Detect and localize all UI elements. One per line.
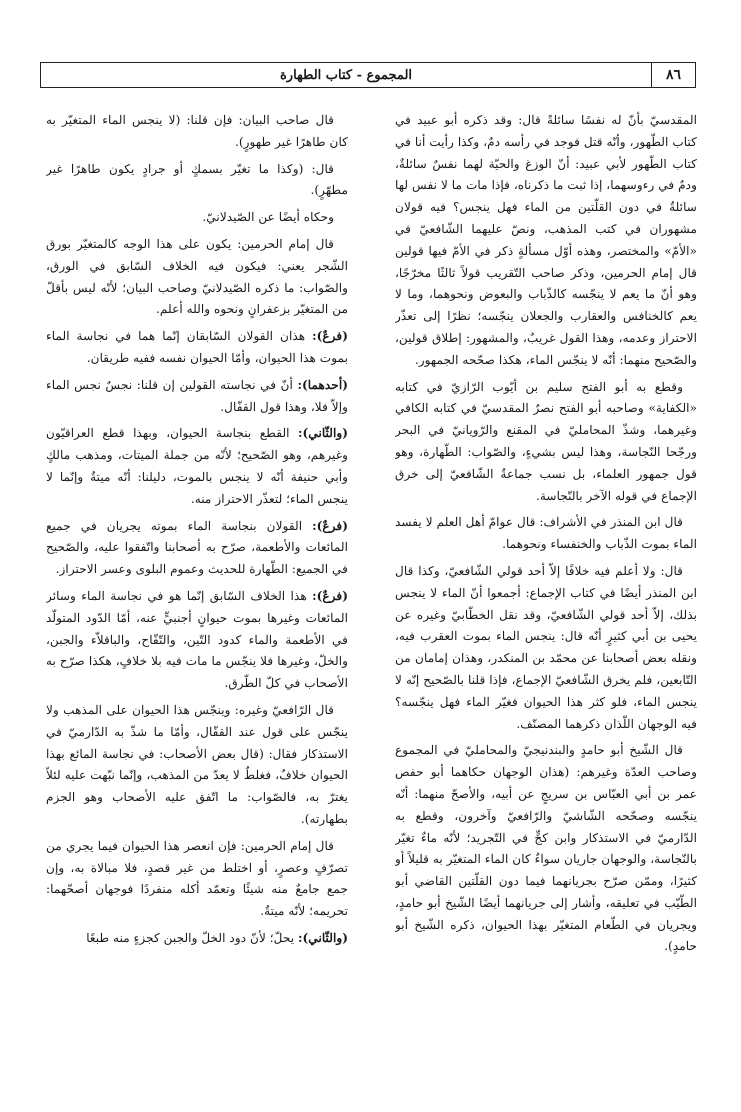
paragraph-text: هذا الخلاف السّابق إنّما هو في نجاسة الماء وسائر المائعات وغيرها بموت حيوانٍ أجنبيٍّ عنه، أمّا الدّود المتولّد في الأطعمة والماء كدود التّين، والتّفّاح، والباقلاّء والجبن، والخلّ، وغيرها فلا ينجّس ما مات فيه بلا خلافٍ، هكذا صرّح به الأصحاب في كلّ الطّرق. (46, 588, 348, 691)
paragraph: المقدسيّ بأنّ له نفسًا سائلةً قال: وقد ذكره أبو عبيد في كتاب الطّهور، وأنّه قتل فوجد في رأسه دمٌ، وكذا رأيت أنا في كتاب الطّهور لأبي عبيد: أنّ الوزغ والحيّة لهما نفسٌ سائلةٌ، ودمٌ في رءوسهما، إذا ثبت ما ذكرناه، فإذا مات ما لا نفس لها سائلةٌ في دون القلّتين من الماء فهل ينجس؟ فيه قولان مشهوران في كتب المذهب، ونصّ عليهما الشّافعيّ في «الأمّ» والمختصر، وهذه أوّل مسألةٍ ذكر في الأمّ فيها قولين قال إمام الحرمين، وذكر صاحب التّقريب قولاً ثالثًا مخرّجًا، وهو أنّ ما يعم لا ينجّسه كالذّباب والبعوض ونحوهما، وما لا يعم كالخنافس والعقارب والجعلان ينجّسه؛ نظرًا إلى تعذّر الاحتراز وعدمه، وهذا القول غريبٌ، والمشهور: إطلاق قولين، والصّحيح منهما: أنّه لا ينجّس الماء، هكذا صحّحه الجمهور. (395, 113, 697, 367)
paragraph-text: القطع بنجاسة الحيوان، وبهذا قطع العراقيّون وغيرهم، وهو الصّحيح؛ لأنّه من جملة الميتات، ومذهب مالكٍ وأبي حنيفة أنّه لا ينجس بالموت، دليلنا: أنّه ميتةٌ وإنّما لا ينجس الماء؛ لتعذّر الاحتراز منه. (46, 426, 348, 506)
section-heading: (والثّاني): (298, 426, 348, 441)
left-column (46, 110, 348, 1105)
paragraph: قال الشّيخ أبو حامدٍ والبندنيجيّ والمحامليّ في المجموع وصاحب العدّة وغيرهم: (هذان الوجهان حكاهما أبو حفص عمر بن أبي العبّاس بن سريجٍ عن أبيه، والأصحّ منهما: أنّه ينجّسه وصحّحه الشّاشيّ والرّافعيّ وآخرون، وقطع به الدّارميّ في الاستذكار وابن كجٍّ في التّجريد؛ لأنّه ماءٌ تغيّر بالنّجاسة، والوجهان جاريان سواءٌ كان الماء المتغيّر به قليلاً أو كثيرًا، وممّن صرّح بجريانهما فيما دون القلّتين القاضي أبو الطّيّب في تعليقه، وأشار إلى جريانهما أيضًا الشّيخ أبو حامدٍ، ويجريان في الطّعام المتغيّر بهذا الحيوان، ذكره الشّيخ أبو حامدٍ). (395, 743, 697, 954)
paragraph: قال: ولا أعلم فيه خلافًا إلاّ أحد قولي الشّافعيّ، وكذا قال ابن المنذر أيضًا في كتاب الإجماع: أجمعوا أنّ الماء لا ينجس بذلك، إلاّ أحد قولي الشّافعيّ، وقد نقل الخطّابيّ وغيره عن يحيى بن أبي كثيرٍ أنّه قال: ينجس الماء بموت العقرب فيه، ونقله بعض أصحابنا عن محمّد بن المنكدر، وهذان إمامان من التّابعين، فلم يخرق الشّافعيّ الإجماع، فإذا قلنا بالصّحيح إنّه لا ينجس الماء، فلو كثر هذا الحيوان فغيّر الماء فهل ينجّسه؟ فيه الوجهان اللّذان ذكرهما المصنّف. (395, 563, 697, 731)
paragraph (46, 586, 348, 695)
paragraph (46, 423, 348, 510)
paragraph-text: هذان القولان السّابقان إنّما هما في نجاسة الماء بموت هذا الحيوان، وأمّا الحيوان نفسه ففيه طريقان. (46, 329, 348, 365)
paragraph-text: يحلّ؛ لأنّ دود الخلّ والجبن كجزءٍ منه طبعًا (86, 930, 299, 945)
paragraph: قال إمام الحرمين: فإن انعصر هذا الحيوان فيما يجري من تصرّفٍ وعصرٍ، أو اختلط من غير قصدٍ، فلا مبالاة به، وإن جمع جامعٌ منه شيئًا وتعمّد أكله منفردًا فوجهان أصحّهما: تحريمه؛ لأنّه ميتةٌ. (46, 838, 348, 919)
paragraph: قال إمام الحرمين: يكون على هذا الوجه كالمتغيّر بورق الشّجر يعني: فيكون فيه الخلاف السّابق في الورق، والصّواب: ما ذكره الصّيدلانيّ وصاحب البيان؛ لأنّه ليس بأقلّ من المتغيّر بزعفرانٍ ونحوه والله أعلم. (46, 236, 348, 317)
paragraph (46, 326, 348, 370)
paragraph-text: أنّ في نجاسته القولين إن قلنا: نجسٌ نجس الماء وإلاّ فلا، وهذا قول القفّال. (46, 377, 348, 414)
paragraph-text: القولان بنجاسة الماء بموته يجريان في جميع المائعات والأطعمة، صرّح به أصحابنا واتّفقوا عليه، والصّحيح في الجميع: الطّهارة للحديث وعموم البلوى وعسر الاحتراز. (46, 518, 348, 577)
paragraph (46, 928, 348, 950)
paragraph: قال: (وكذا ما تغيّر بسمكٍ أو جرادٍ يكون طاهرًا غير مطهّرٍ). (46, 161, 348, 198)
paragraph: قال ابن المنذر في الأشراف: قال عوامّ أهل العلم لا يفسد الماء بموت الذّباب والخنفساء ونحوهما. (395, 515, 697, 552)
section-heading: (والثّاني): (298, 930, 348, 945)
paragraph (46, 516, 348, 581)
paragraph (46, 375, 348, 419)
running-title: المجموع - كتاب الطهارة (279, 67, 413, 83)
page-header (40, 62, 696, 88)
paragraph: وحكاه أيضًا عن الصّيدلانيّ. (202, 210, 334, 225)
far-heading: (فرعٌ): (312, 329, 348, 344)
far-heading: (فرعٌ): (312, 518, 348, 533)
page-number: ٨٦ (651, 63, 695, 87)
paragraph: وقطع به أبو الفتح سليم بن أيّوب الرّازيّ في كتابه «الكفاية» وصاحبه أبو الفتح نصرٌ المقدسيّ في كتابه الكافي وغيرهما، وشذّ المحامليّ في المقنع والرّويانيّ في البحر ورجّحا النّجاسة، وهذا ليس بشيءٍ، والصّواب: الطّهارة، وهو قول جمهور العلماء، بل نسب جماعةٌ الشّافعيّ إلى خرق الإجماع في قوله الآخر بالنّجاسة. (395, 379, 697, 503)
paragraph: قال الرّافعيّ وغيره: وينجّس هذا الحيوان على المذهب ولا ينجّس على قول عند القفّال، وأمّا ما شذّ به الدّارميّ في الاستذكار فقال: (قال بعض الأصحاب: في نجاسة المائع بهذا الحيوان خلافٌ، فغلطٌ لا يعدّ من المذهب، وإنّما نبّهت عليه لئلاّ يغترّ به، فالصّواب: ما اتّفق عليه الأصحاب وهو الجزم بطهارته). (46, 702, 348, 826)
paragraph: قال صاحب البيان: فإن قلنا: (لا ينجس الماء المتغيّر به كان طاهرًا غير طهورٍ). (46, 113, 348, 149)
right-column (395, 110, 697, 1105)
far-heading: (فرعٌ): (312, 588, 348, 603)
section-heading: (أحدهما): (297, 377, 348, 392)
